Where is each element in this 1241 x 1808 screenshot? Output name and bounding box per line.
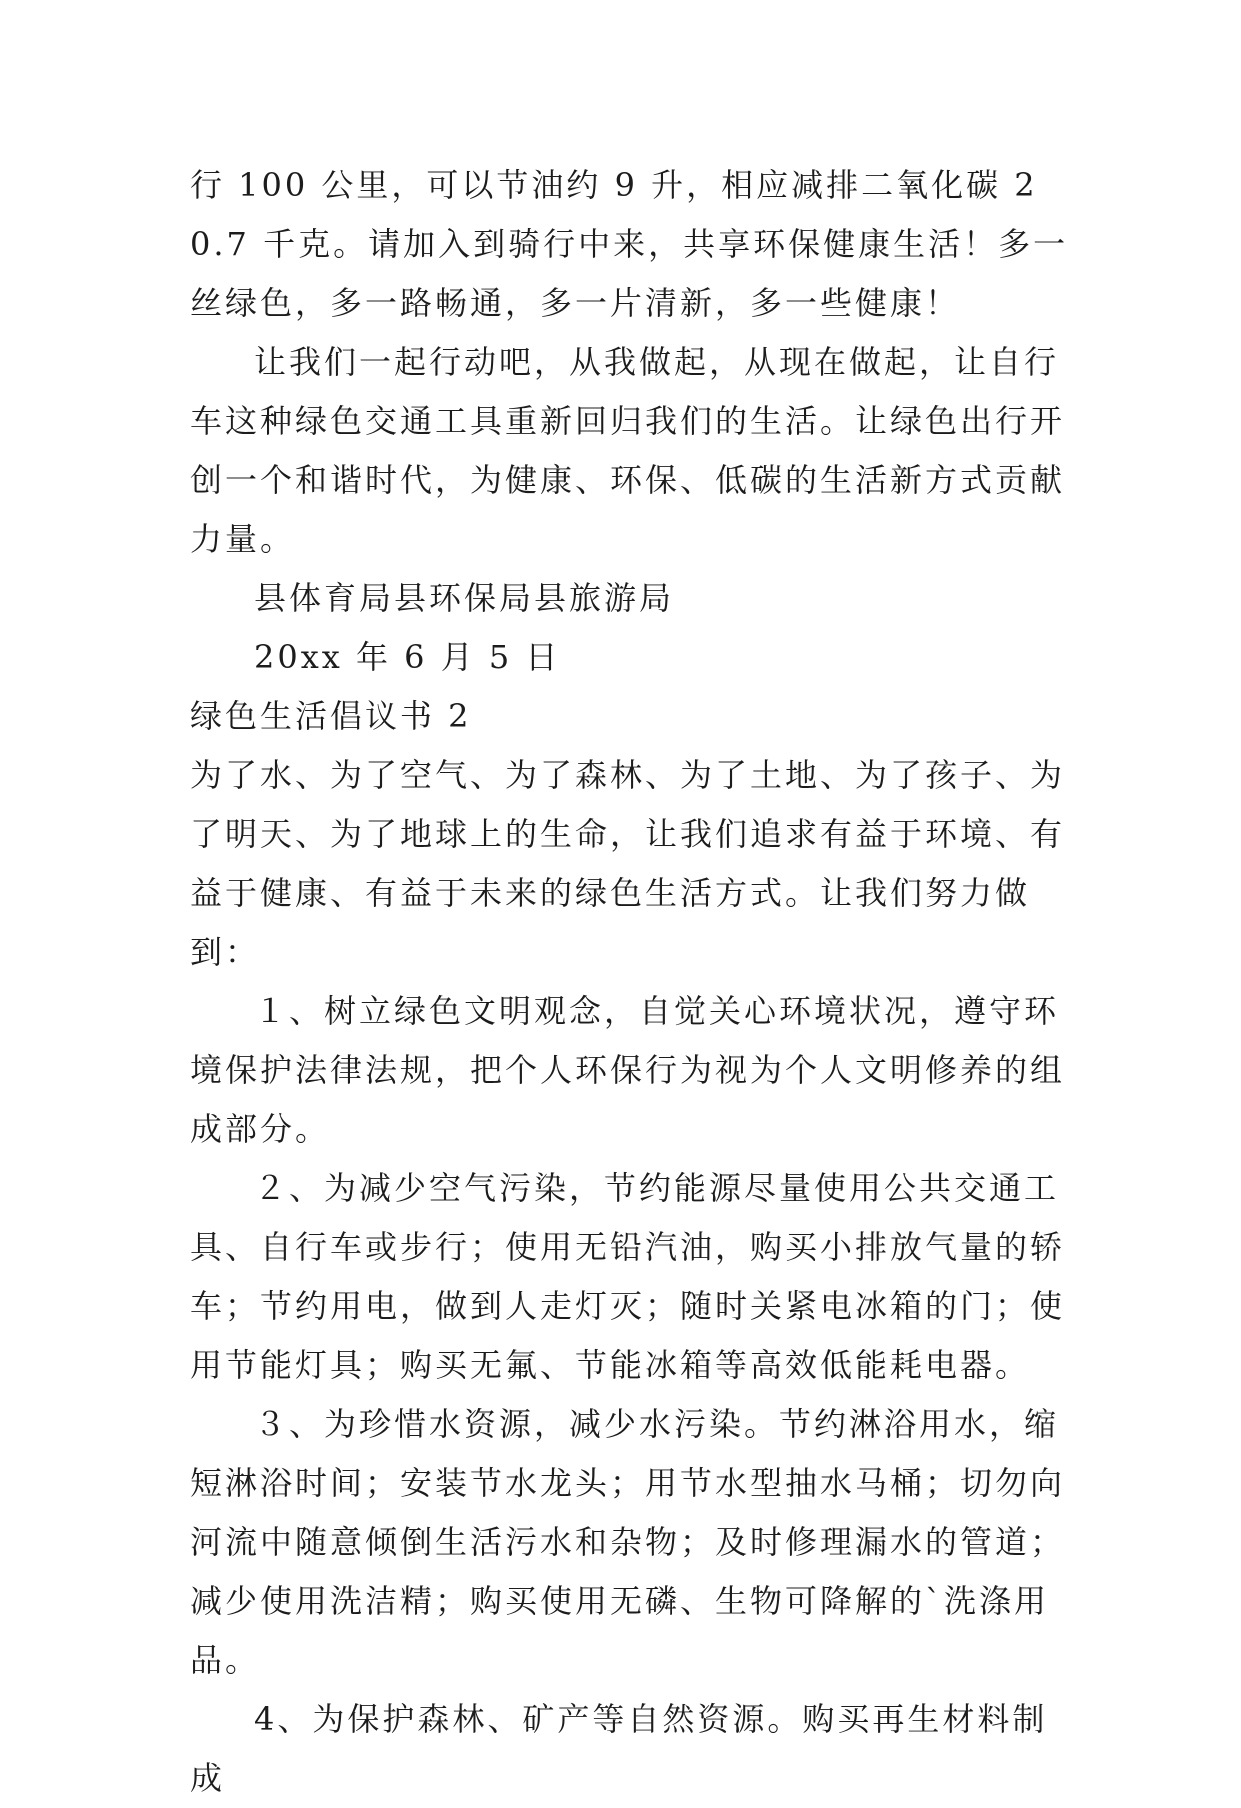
list-item-2: ２、为减少空气污染，节约能源尽量使用公共交通工具、自行车或步行；使用无铅汽油，购买小排放气量的轿车；节约用电，做到人走灯灭；随时关紧电冰箱的门；使用节能灯具；购买无氟、节能冰箱等高效低能耗电器。 [190, 1169, 1066, 1384]
paragraph-call-to-action: 让我们一起行动吧，从我做起，从现在做起，让自行车这种绿色交通工具重新回归我们的生活。让绿色出行开创一个和谐时代，为健康、环保、低碳的生活新方式贡献力量。 [190, 343, 1066, 558]
list-item-3: ３、为珍惜水资源，减少水污染。节约淋浴用水，缩短淋浴时间；安装节水龙头；用节水型抽水马桶；切勿向河流中随意倾倒生活污水和杂物；及时修理漏水的管道；减少使用洗洁精；购买使用无磷、生物可降解的`洗涤用品。 [190, 1405, 1066, 1679]
list-item-1: １、树立绿色文明观念，自觉关心环境状况，遵守环境保护法律法规，把个人环保行为视为个人文明修养的组成部分。 [190, 992, 1066, 1148]
signature-organizations: 县体育局县环保局县旅游局 [254, 579, 675, 617]
paragraph-intro: 为了水、为了空气、为了森林、为了土地、为了孩子、为了明天、为了地球上的生命，让我们追求有益于环境、有益于健康、有益于未来的绿色生活方式。让我们努力做到： [190, 756, 1066, 971]
paragraph-cycling-benefits: 行 100 公里，可以节油约 9 升，相应减排二氧化碳 20.7 千克。请加入到骑行中来，共享环保健康生活！多一丝绿色，多一路畅通，多一片清新，多一些健康！ [190, 166, 1069, 322]
document-body [190, 156, 1070, 1808]
section-title: 绿色生活倡议书 2 [190, 697, 472, 735]
list-item-4: 4、为保护森林、矿产等自然资源。购买再生材料制成 [190, 1700, 1048, 1797]
signature-date: 20xx 年 6 月 5 日 [254, 638, 561, 676]
